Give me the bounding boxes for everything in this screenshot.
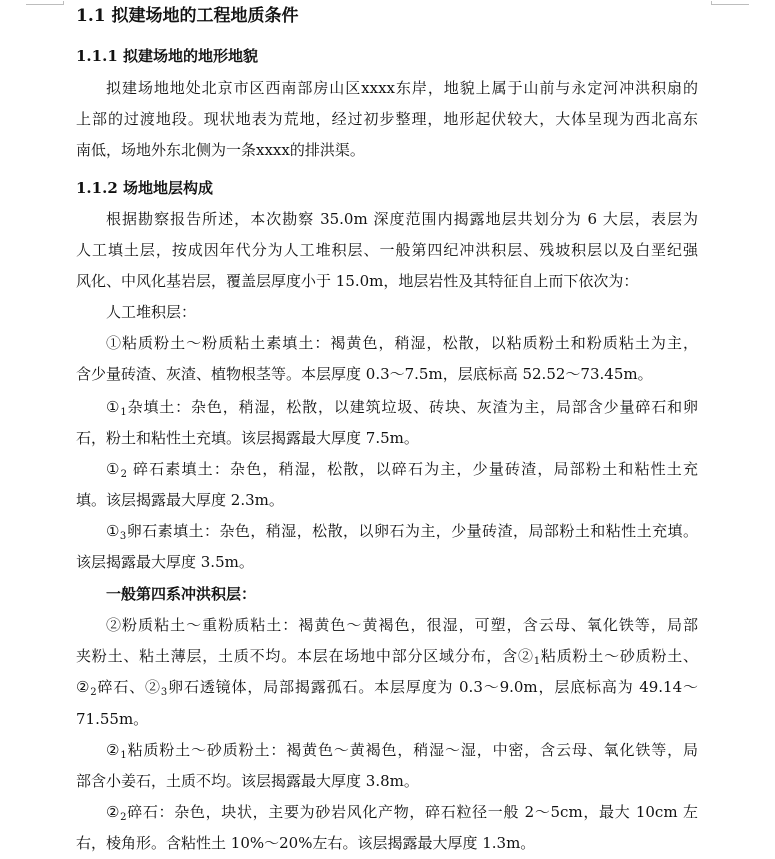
strata-intro-line-2: 人工填土层，按成因年代分为人工堆积层、一般第四纪冲洪积层、残坡积层以及白垩纪强	[76, 241, 698, 260]
heading-1: 1.1 拟建场地的工程地质条件	[76, 6, 299, 26]
layer-1-3-line-1: $①_3$卵石素填土：杂色，稍湿，松散，以卵石为主，少量砖渣，局部粉土和粘性土充填。	[106, 522, 698, 542]
terrain-line-3: 南低，场地外东北侧为一条xxxx的排洪渠。	[76, 141, 365, 160]
page-corner-mark-left	[26, 0, 64, 5]
group-1-label: 人工堆积层：	[106, 303, 197, 321]
terrain-line-2: 上部的过渡地段。现状地表为荒地，经过初步整理，地形起伏较大，大体呈现为西北高东	[76, 110, 698, 129]
layer-1-paragraph	[76, 328, 698, 390]
layer-2-2-line-2: 右，棱角形。含粘性土 10%～20%左右。该层揭露最大厚度 1.3m。	[76, 834, 536, 853]
heading-terrain: 1.1.1 拟建场地的地形地貌	[76, 47, 258, 65]
layer-2-1-line-2: 部含小姜石，土质不均。该层揭露最大厚度 3.8m。	[76, 772, 419, 791]
layer-2-line-4: 71.55m。	[76, 709, 149, 728]
strata-intro-paragraph	[76, 204, 698, 298]
layer-2-1-paragraph	[76, 735, 698, 797]
layer-2-line-1: ②粉质粘土～重粉质粘土：褐黄色～黄褐色，很湿，可塑，含云母、氧化铁等，局部	[106, 616, 698, 634]
layer-1-2-line-2: 填。该层揭露最大厚度 2.3m。	[76, 491, 284, 510]
terrain-paragraph	[76, 73, 698, 167]
layer-2-2-paragraph	[76, 797, 698, 859]
layer-1-line-2: 含少量砖渣、灰渣、植物根茎等。本层厚度 0.3～7.5m，层底标高 52.52～73.45m。	[76, 365, 653, 384]
page-corner-mark-right	[711, 0, 749, 5]
heading-strata: 1.1.2 场地地层构成	[76, 179, 213, 197]
layer-1-3-paragraph	[76, 516, 698, 578]
layer-1-2-line-1: $①_2$ 碎石素填土：杂色，稍湿，松散，以碎石为主，少量砖渣，局部粉土和粘性土充	[106, 460, 698, 480]
terrain-line-1: 拟建场地地处北京市区西南部房山区xxxx东岸，地貌上属于山前与永定河冲洪积扇的	[106, 79, 698, 97]
strata-intro-line-3: 风化、中风化基岩层，覆盖层厚度小于 15.0m，地层岩性及其特征自上而下依次为：	[76, 272, 639, 291]
layer-2-2-line-1: $②_2$碎石：杂色，块状，主要为砂岩风化产物，碎石粒径一般 2～5cm，最大 10cm 左	[106, 803, 699, 823]
layer-1-1-line-2: 石，粉土和粘性土充填。该层揭露最大厚度 7.5m。	[76, 429, 419, 448]
layer-1-3-line-2: 该层揭露最大厚度 3.5m。	[76, 553, 254, 572]
layer-1-1-line-1: $①_1$杂填土：杂色，稍湿，松散，以建筑垃圾、砖块、灰渣为主，局部含少量碎石和卵	[106, 398, 698, 418]
layer-1-2-paragraph	[76, 454, 698, 516]
layer-2-line-3: $②_2$碎石、$②_3$卵石透镜体，局部揭露孤石。本层厚度为 0.3～9.0m，层底标高为 49.14～	[76, 678, 698, 699]
alluvial-group-label	[76, 579, 698, 610]
strata-intro-line-1: 根据勘察报告所述，本次勘察 35.0m 深度范围内揭露地层共划分为 6 大层，表层为	[106, 210, 698, 228]
layer-2-paragraph	[76, 610, 698, 735]
layer-2-1-line-1: $②_1$粘质粉土～砂质粉土：褐黄色～黄褐色，稍湿～湿，中密，含云母、氧化铁等，局	[106, 741, 698, 761]
layer-1-line-1: ①粘质粉土～粉质粘土素填土：褐黄色，稍湿，松散，以粘质粉土和粉质粘土为主，	[106, 334, 698, 352]
fill-group-label	[76, 297, 698, 328]
group-2-label: 一般第四系冲洪积层：	[106, 585, 257, 603]
layer-2-line-2: 夹粉土、粘土薄层，土质不均。本层在场地中部分区域分布，含$②_1$粘质粉土～砂质粉土、	[76, 647, 698, 668]
layer-1-1-paragraph	[76, 392, 698, 454]
